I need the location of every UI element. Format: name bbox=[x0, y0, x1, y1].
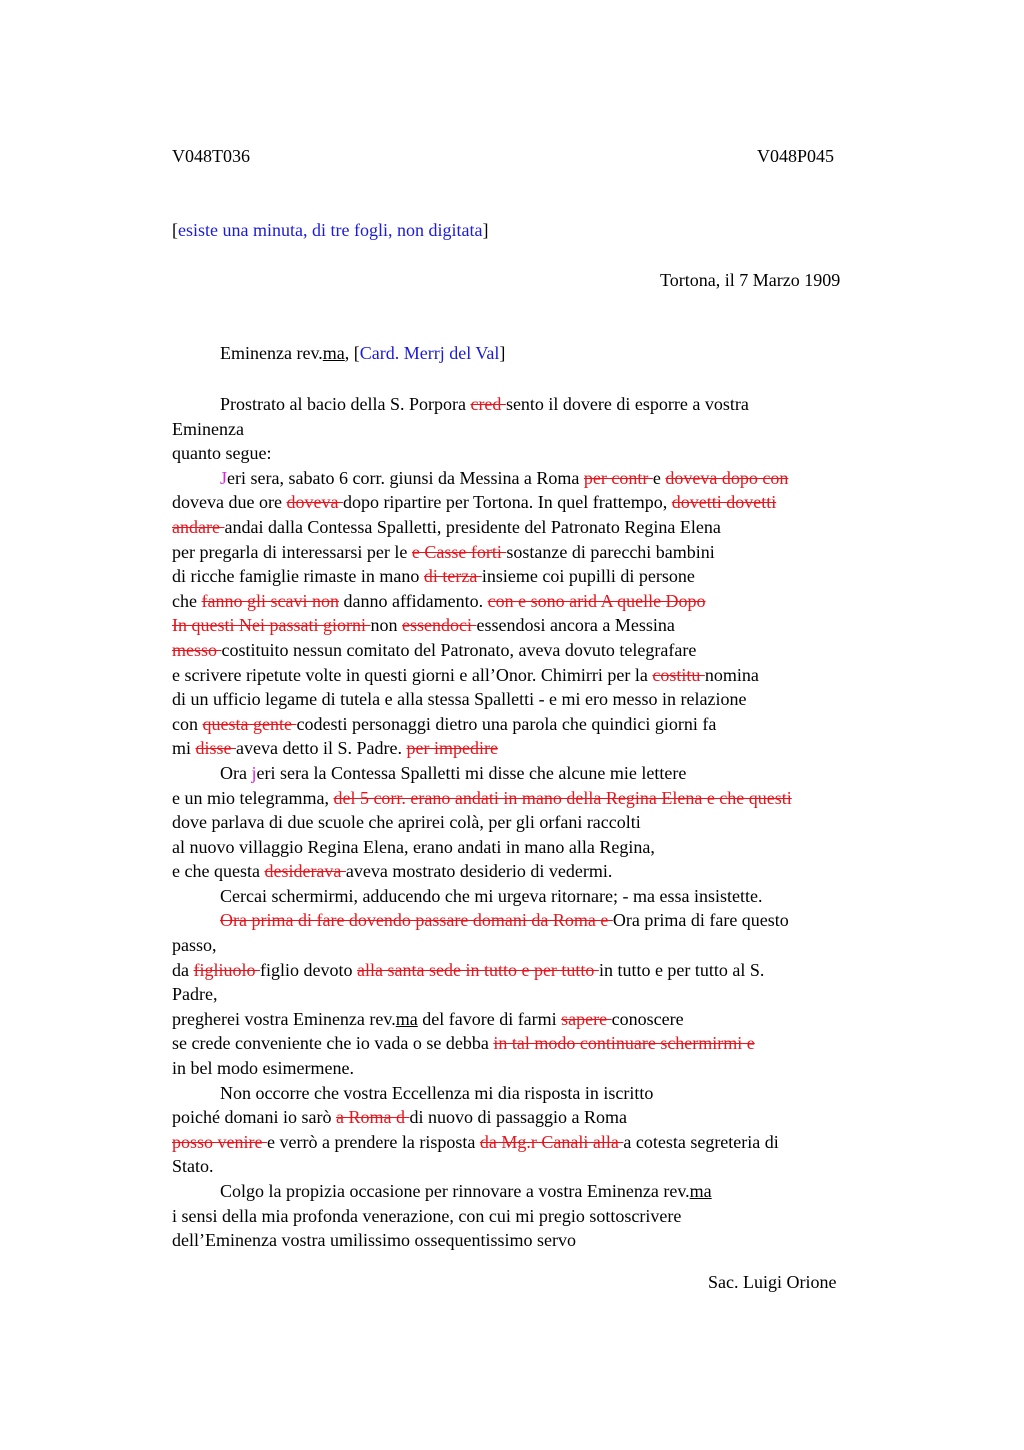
text-segment: da bbox=[172, 959, 194, 980]
text-line bbox=[172, 859, 892, 884]
text-segment: danno affidamento. bbox=[338, 590, 488, 611]
text-segment: in tutto e per tutto al S. bbox=[598, 959, 765, 980]
deleted-text: cred bbox=[470, 394, 506, 414]
deleted-text: in tal modo continuare schermirmi e bbox=[493, 1033, 755, 1054]
text-line bbox=[172, 392, 892, 417]
text-segment: andai dalla Contessa Spalletti, presidente del Patronato Regina Elena bbox=[224, 516, 721, 537]
text-segment: insieme coi pupilli di persone bbox=[481, 566, 695, 587]
deleted-text: In questi Nei passati giorni bbox=[172, 615, 371, 636]
text-segment: aveva detto il S. Padre. bbox=[236, 738, 407, 759]
deleted-text: da Mg.r Canali alla bbox=[479, 1131, 624, 1152]
text-segment: poiché domani io sarò bbox=[172, 1107, 336, 1128]
text-segment: se crede conveniente che io vada o se debba bbox=[172, 1033, 494, 1054]
underlined-abbrev: ma bbox=[395, 1008, 418, 1029]
text-segment: codesti personaggi dietro una parola che quindici giorni fa bbox=[296, 713, 717, 734]
text-line bbox=[172, 933, 892, 958]
deleted-text: fanno gli scavi non bbox=[201, 590, 339, 611]
text-line bbox=[172, 1007, 892, 1032]
text-segment: dove parlava di due scuole che aprirei colà, per gli orfani raccolti bbox=[172, 812, 641, 833]
text-segment: Colgo la propizia occasione per rinnovare a vostra Eminenza rev. bbox=[220, 1181, 690, 1201]
text-line bbox=[172, 589, 892, 614]
text-segment: di nuovo di passaggio a Roma bbox=[409, 1107, 627, 1128]
deleted-text: sapere bbox=[561, 1008, 612, 1029]
place-date: Tortona, il 7 Marzo 1909 bbox=[660, 270, 841, 290]
text-line bbox=[172, 786, 892, 811]
text-segment: dopo ripartire per Tortona. In quel frattempo, bbox=[342, 492, 672, 513]
text-segment: sento il dovere di esporre a vostra bbox=[505, 394, 749, 414]
deleted-text: con e sono arid A quelle Dopo bbox=[487, 590, 706, 611]
text-segment: i sensi della mia profonda venerazione, con cui mi pregio sottoscrivere bbox=[172, 1205, 682, 1226]
note-open-bracket: [ bbox=[172, 220, 178, 240]
deleted-text: e Casse forti bbox=[411, 541, 507, 562]
deleted-text: messo bbox=[172, 639, 222, 660]
text-line bbox=[172, 835, 892, 860]
text-segment: Prostrato al bacio della S. Porpora bbox=[220, 394, 471, 414]
deleted-text: posso venire bbox=[172, 1131, 267, 1152]
text-segment: Ora bbox=[220, 762, 252, 783]
text-segment: aveva mostrato desiderio di vedermi. bbox=[345, 861, 613, 882]
text-line bbox=[172, 564, 892, 589]
deleted-text: Ora prima di fare dovendo passare domani da Roma e bbox=[220, 910, 613, 931]
text-segment: sostanze di parecchi bambini bbox=[506, 541, 715, 562]
text-segment: mi bbox=[172, 738, 196, 759]
text-segment: Eminenza bbox=[172, 418, 244, 439]
text-line bbox=[172, 736, 892, 761]
underlined-abbrev: ma bbox=[689, 1181, 712, 1201]
text-segment: non bbox=[370, 615, 402, 636]
letter-body bbox=[172, 392, 892, 1253]
text-line bbox=[172, 540, 892, 565]
text-segment: dell’Eminenza vostra umilissimo ossequentissimo servo bbox=[172, 1230, 576, 1251]
text-line bbox=[172, 687, 892, 712]
document-code-left: V048T036 bbox=[172, 146, 250, 166]
text-line bbox=[172, 490, 892, 515]
deleted-text: doveva bbox=[286, 492, 343, 513]
salutation-close: ] bbox=[499, 343, 506, 363]
text-line bbox=[172, 638, 892, 663]
deleted-text: costitu bbox=[652, 664, 705, 685]
text-segment: figlio devoto bbox=[260, 959, 357, 980]
text-segment: Cercai schermirmi, adducendo che mi urgeva ritornare; - ma essa insistette. bbox=[220, 885, 763, 906]
text-segment: che bbox=[172, 590, 202, 611]
text-line bbox=[172, 1154, 892, 1179]
text-line bbox=[172, 663, 892, 688]
text-line bbox=[172, 908, 892, 933]
text-segment: Ora prima di fare questo bbox=[612, 910, 789, 931]
deleted-text: del 5 corr. erano andati in mano della Regina Elena e che questi bbox=[333, 787, 792, 808]
text-segment: pregherei vostra Eminenza rev. bbox=[172, 1008, 396, 1029]
deleted-text: alla santa sede in tutto e per tutto bbox=[357, 959, 599, 980]
text-line bbox=[172, 810, 892, 835]
text-line bbox=[172, 417, 892, 442]
deleted-text: dovetti dovetti bbox=[671, 492, 777, 513]
deleted-text: di terza bbox=[423, 566, 482, 587]
deleted-text: per impedire bbox=[406, 738, 498, 759]
text-segment: e verrò a prendere la risposta bbox=[266, 1131, 480, 1152]
text-segment: costituito nessun comitato del Patronato, aveva dovuto telegrafare bbox=[221, 639, 697, 660]
deleted-text: doveva dopo con bbox=[665, 467, 789, 488]
deleted-text: desiderava bbox=[264, 861, 346, 882]
text-line bbox=[172, 1056, 892, 1081]
text-line bbox=[172, 712, 892, 737]
salutation bbox=[220, 343, 505, 364]
salutation-abbrev: ma bbox=[322, 343, 345, 363]
text-segment: a cotesta segreteria di bbox=[623, 1131, 779, 1152]
text-line bbox=[172, 1105, 892, 1130]
text-segment: eri sera, sabato 6 corr. giunsi da Messina a Roma bbox=[227, 467, 584, 488]
text-segment: del favore di farmi bbox=[417, 1008, 562, 1029]
text-line bbox=[172, 1179, 892, 1204]
note-close-bracket: ] bbox=[482, 220, 489, 240]
text-segment: nomina bbox=[704, 664, 759, 685]
text-segment: doveva due ore bbox=[172, 492, 287, 513]
text-segment: e scrivere ripetute volte in questi giorni e all’Onor. Chimirri per la bbox=[172, 664, 653, 685]
salutation-pre: Eminenza rev. bbox=[220, 343, 323, 363]
text-line bbox=[172, 1204, 892, 1229]
text-segment: Stato. bbox=[172, 1156, 214, 1177]
text-segment: e un mio telegramma, bbox=[172, 787, 334, 808]
deleted-text: per contr bbox=[583, 467, 653, 488]
text-segment: in bel modo esimermene. bbox=[172, 1058, 354, 1079]
text-line bbox=[172, 466, 892, 491]
text-segment: al nuovo villaggio Regina Elena, erano andati in mano alla Regina, bbox=[172, 836, 655, 857]
text-segment: e che questa bbox=[172, 861, 265, 882]
text-segment: passo, bbox=[172, 935, 217, 956]
text-line bbox=[172, 441, 892, 466]
text-line bbox=[172, 1130, 892, 1155]
text-segment: Padre, bbox=[172, 984, 218, 1005]
text-line bbox=[172, 982, 892, 1007]
corrected-letter: j bbox=[251, 762, 257, 783]
deleted-text: andare bbox=[172, 516, 225, 537]
recipient-name: Card. Merrj del Val bbox=[359, 343, 500, 363]
text-line bbox=[172, 761, 892, 786]
text-line bbox=[172, 1031, 892, 1056]
note-text: esiste una minuta, di tre fogli, non digitata bbox=[178, 220, 483, 240]
text-segment: conoscere bbox=[611, 1008, 684, 1029]
text-segment: Non occorre che vostra Eccellenza mi dia risposta in iscritto bbox=[220, 1082, 654, 1103]
deleted-text: a Roma d bbox=[335, 1107, 410, 1128]
deleted-text: questa gente bbox=[202, 713, 297, 734]
text-line bbox=[172, 613, 892, 638]
text-line bbox=[172, 1228, 892, 1253]
text-segment: di ricche famiglie rimaste in mano bbox=[172, 566, 424, 587]
text-line bbox=[172, 515, 892, 540]
text-segment: eri sera la Contessa Spalletti mi disse che alcune mie lettere bbox=[256, 762, 687, 783]
text-segment: di un ufficio legame di tutela e alla stessa Spalletti - e mi ero messo in relazione bbox=[172, 689, 747, 710]
text-line bbox=[172, 884, 892, 909]
salutation-mid: , [ bbox=[344, 343, 360, 363]
deleted-text: figliuolo bbox=[193, 959, 260, 980]
text-segment: con bbox=[172, 713, 203, 734]
text-segment: quanto segue: bbox=[172, 443, 272, 464]
text-segment: essendosi ancora a Messina bbox=[476, 615, 675, 636]
signature: Sac. Luigi Orione bbox=[708, 1272, 837, 1292]
corrected-letter: J bbox=[220, 467, 228, 488]
text-segment: per pregarla di interessarsi per le bbox=[172, 541, 412, 562]
text-segment: e bbox=[652, 467, 666, 488]
editorial-note bbox=[172, 220, 488, 241]
deleted-text: disse bbox=[195, 738, 237, 759]
text-line bbox=[172, 1081, 892, 1106]
text-line bbox=[172, 958, 892, 983]
deleted-text: essendoci bbox=[401, 615, 477, 636]
document-code-right: V048P045 bbox=[757, 146, 835, 166]
